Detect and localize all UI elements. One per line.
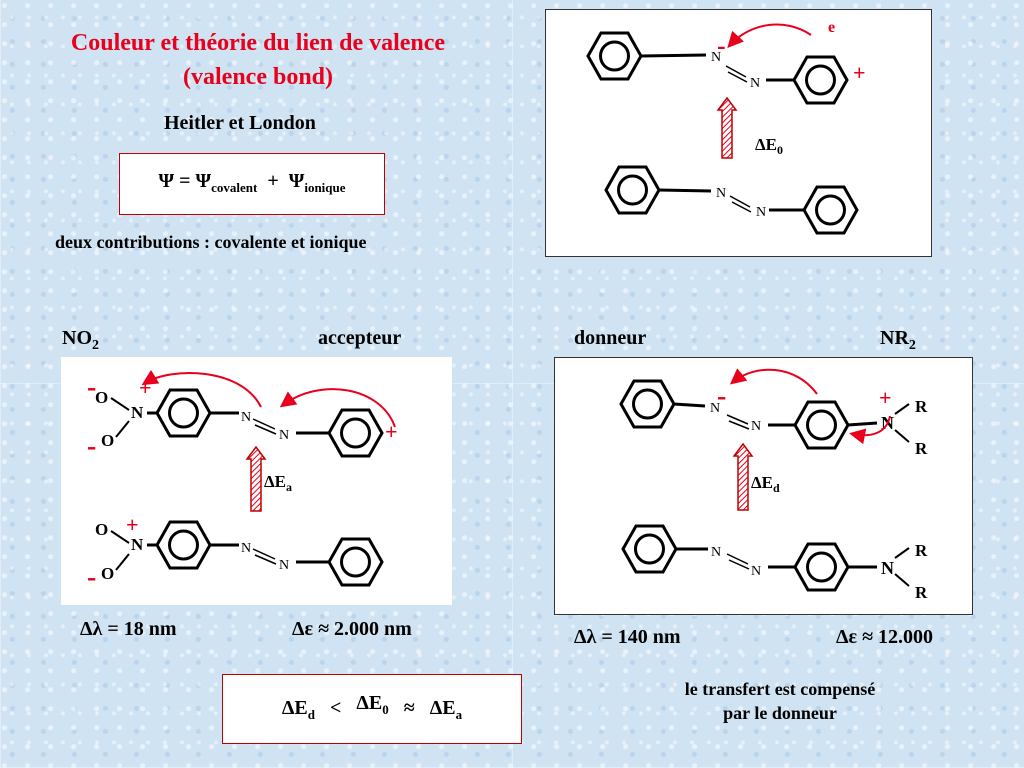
atom-n-7: N [241,541,252,556]
energy-comparison-box [222,674,522,744]
psi-symbol: Ψ [158,170,175,192]
electron-transfer-arrow-2 [283,389,395,427]
donor-label: donneur [574,327,647,349]
compensation-note [610,677,950,725]
positive-charge-amine: + [879,385,892,410]
atom-n-no2-2: N [131,535,144,554]
psi-covalent-symbol: Ψ [195,170,212,192]
approx-sign: ≈ [403,697,415,719]
plus-sign: + [267,170,279,192]
title-line-1: Couleur et théorie du lien de valence [70,30,446,56]
wavefunction-equation-box [119,153,385,215]
electron-transfer-arrow-donor-1 [733,370,817,394]
atom-r-4: R [915,583,928,602]
page-title [0,26,516,94]
atom-n-no2-1: N [131,403,144,422]
negative-charge: - [717,31,726,60]
title-line-2: (valence bond) [183,64,333,90]
note-line-1: le transfert est compensé [684,679,876,699]
acceptor-panel [61,357,452,605]
positive-charge-n-2: + [126,512,139,537]
energy-e0: $\Delta E_0$ [356,692,389,717]
donor-diagram [555,358,972,614]
energy-ea: $\Delta E_a$ [429,697,463,722]
psi-ionic-symbol: Ψ [288,170,305,192]
covalent-subscript: covalent [211,180,258,195]
energy-arrow-ea [247,447,265,511]
atom-n-6: N [279,428,290,443]
atom-o-4: O [101,564,115,583]
donor-lambda-shift: Δλ = 140 nm [574,626,681,648]
donor-epsilon-shift: Δε ≈ 12.000 [836,626,934,648]
atom-n-5: N [241,410,252,425]
negative-charge-o-2: - [87,431,97,462]
acceptor-diagram [61,357,452,605]
atom-r-1: R [915,397,928,416]
energy-label-ed: $\Delta E_d$ [751,473,780,495]
no2-label: $NO_2$ [62,327,99,353]
energy-arrow-e0 [718,98,736,158]
energy-label-e0: $\Delta E_0$ [755,135,784,157]
wavefunction-equation [120,170,384,196]
atom-n-1: N [711,50,722,65]
note-line-2: par le donneur [723,703,837,723]
ionic-subscript: ionique [304,180,346,195]
atom-e-label: e [828,19,836,36]
nr2-label: $NR_2$ [880,327,916,353]
energy-ed: $\Delta E_d$ [281,697,315,722]
atom-n-amine-2: N [881,558,894,578]
atom-n-4: N [756,205,767,220]
atom-o-2: O [101,431,115,450]
acceptor-lambda-shift: Δλ = 18 nm [80,618,177,640]
atom-n-3: N [716,186,727,201]
subtitle: Heitler et London [164,112,316,134]
atom-r-2: R [915,439,928,458]
atom-n-amine-1: N [881,413,894,433]
atom-n-8: N [279,558,290,573]
atom-n-10: N [751,419,762,434]
atom-n-11: N [711,545,722,560]
negative-charge-o-3: - [87,562,97,593]
atom-r-3: R [915,541,928,560]
less-than-sign: < [329,697,342,719]
acceptor-epsilon-shift: Δε ≈ 2.000 nm [292,618,412,640]
atom-o-3: O [95,520,109,539]
energy-comparison [223,692,521,723]
energy-arrow-ed [734,444,752,510]
negative-charge-o-1: - [87,372,97,403]
atom-o-1: O [95,388,109,407]
donor-panel [554,357,973,615]
azobenzene-diagram [546,10,931,256]
atom-n-12: N [751,564,762,579]
azobenzene-panel [545,9,932,257]
atom-n-9: N [710,401,721,416]
electron-transfer-arrow [730,25,811,45]
positive-charge-ring: + [385,419,398,444]
positive-charge: + [853,60,866,85]
energy-label-ea: $\Delta E_a$ [264,472,293,494]
positive-charge-n-1: + [139,375,152,400]
covalent-structure [606,167,857,233]
negative-charge-azo: - [717,381,727,412]
atom-n-2: N [750,76,761,91]
acceptor-label: accepteur [318,327,402,349]
contributions-text: deux contributions : covalente et ionique [55,232,367,252]
equals-sign: = [179,170,191,192]
